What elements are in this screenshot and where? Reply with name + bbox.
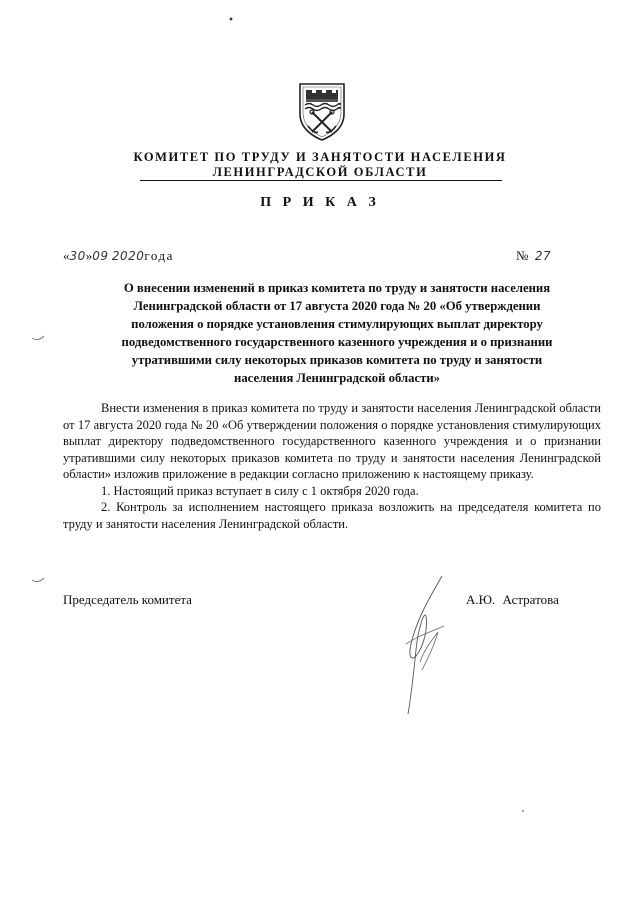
- date-year: 2020: [111, 249, 145, 263]
- body-paragraph-item-1: 1. Настоящий приказ вступает в силу с 1 октября 2020 года.: [101, 483, 419, 498]
- signatory-position: Председатель комитета: [63, 592, 192, 607]
- number-value: 27: [534, 249, 552, 263]
- date-year-word: года: [144, 248, 174, 263]
- scan-dot-mark-bottom: [520, 808, 526, 814]
- punch-hole-mark-bottom: [30, 570, 46, 586]
- punch-hole-mark-top: [30, 326, 46, 342]
- body-paragraph-item-2: 2. Контроль за исполнением настоящего приказа возложить на председателя комитета по труду и занятости населения Ленинградской области.: [63, 500, 601, 531]
- date-close-quote: »: [85, 248, 93, 263]
- scan-dot-mark: [228, 16, 234, 22]
- order-subject: О внесении изменений в приказ комитета по труду и занятости населения Ленинградской области от 17 августа 2020 года № 20 «Об утверждении положения о порядке установления стимулирующих выплат директору подведомственного государственного казенного учреждения и о признании утратившими силу некоторых приказов комитета по труду и занятости населения Ленинградской области»: [121, 281, 553, 385]
- order-number: [516, 248, 551, 264]
- organization-name-line1: КОМИТЕТ ПО ТРУДУ И ЗАНЯТОСТИ НАСЕЛЕНИЯ: [133, 150, 507, 164]
- coat-of-arms-icon: [296, 80, 348, 142]
- document-type-title: П Р И К А З: [260, 195, 380, 210]
- date-open-quote: «: [63, 248, 70, 263]
- order-date: [63, 248, 174, 264]
- header-divider: [140, 180, 502, 181]
- date-month: 09: [92, 249, 109, 263]
- handwritten-signature: [388, 570, 458, 720]
- order-body: [63, 400, 601, 532]
- signatory-name: А.Ю. Астратова: [466, 592, 559, 607]
- body-paragraph-preamble: Внести изменения в приказ комитета по труду и занятости населения Ленинградской области от 17 августа 2020 года № 20 «Об утверждении положения о порядке установления стимулирующих выплат директору подведомственного государственного казенного учреждения и о признании утратившими силу некоторых приказов комитета по труду и занятости населения Ленинградской области» изложив приложение в редакции согласно приложению к настоящему приказу.: [63, 401, 601, 481]
- organization-name-line2: ЛЕНИНГРАДСКОЙ ОБЛАСТИ: [212, 165, 428, 179]
- date-day: 30: [69, 249, 86, 263]
- number-label: №: [516, 248, 529, 263]
